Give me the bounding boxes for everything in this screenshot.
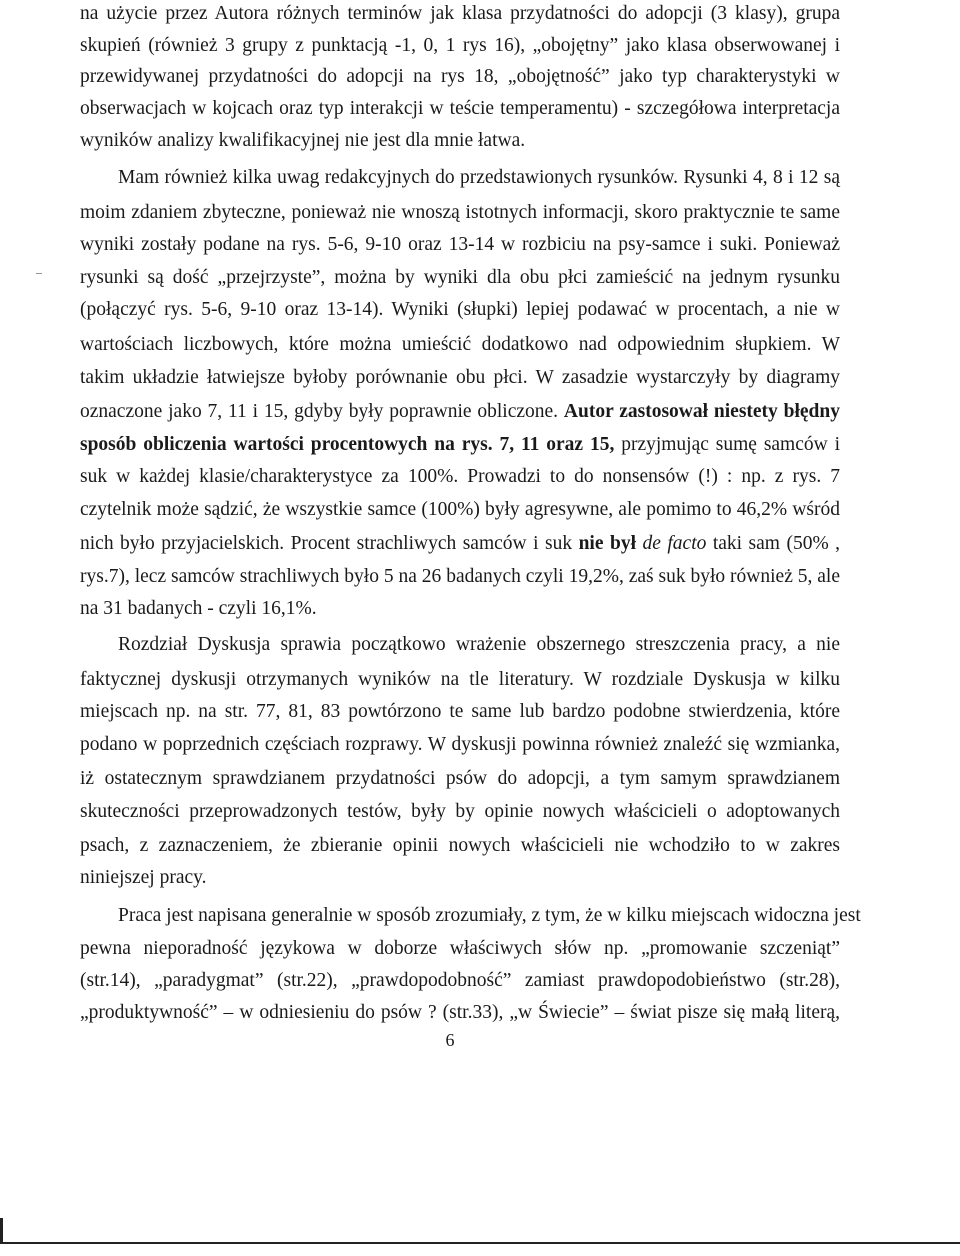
- scan-edge-left: [0, 1218, 3, 1244]
- text-line: faktycznej dyskusji otrzymanych wyników na tle literatury. W rozdziale Dyskusja w kilku: [80, 669, 840, 690]
- text-line: iż ostatecznym sprawdzianem przydatności psów do adopcji, a tym samym sprawdzianem: [80, 768, 840, 789]
- text-line: suk w każdej klasie/charakterystyce za 100%. Prowadzi to do nonsensów (!) : np. z rys. 7: [80, 466, 840, 487]
- text-line: niniejszej pracy.: [80, 867, 207, 888]
- text-line: na 31 badanych - czyli 16,1%.: [80, 598, 317, 619]
- bold-text-segment: nie był: [578, 533, 636, 554]
- text-segment: oznaczone jako 7, 11 i 15, gdyby były poprawnie obliczone.: [80, 401, 559, 422]
- paragraph-first-line: Praca jest napisana generalnie w sposób zrozumiały, z tym, że w kilku miejscach widoczna jest: [118, 905, 861, 926]
- text-line: (połączyć rys. 5-6, 9-10 oraz 13-14). Wyniki (słupki) lepiej podawać w procentach, a nie w: [80, 299, 840, 320]
- text-line: wyników analizy kwalifikacyjnej nie jest dla mnie łatwa.: [80, 130, 526, 151]
- text-segment: nich było przyjacielskich. Procent strachliwych samców i suk: [80, 533, 573, 554]
- paragraph-first-line: Rozdział Dyskusja sprawia początkowo wrażenie obszernego streszczenia pracy, a nie: [118, 634, 840, 655]
- bold-text-segment: sposób obliczenia wartości procentowych na rys. 7, 11 oraz 15,: [80, 434, 615, 455]
- text-line: rysunki są dość „przejrzyste”, można by wyniki dla obu płci zamieścić na jednym rysunku: [80, 267, 840, 288]
- text-line: skupień (również 3 grupy z punktacją -1, 0, 1 rys 16), „obojętny” jako klasa obserwowanej i: [80, 35, 840, 56]
- scan-edge-bottom: [0, 1242, 960, 1244]
- margin-mark: [36, 273, 42, 274]
- bold-text-segment: Autor zastosował niestety błędny: [563, 401, 840, 422]
- text-line-with-emphasis: [80, 532, 840, 556]
- text-line-with-bold: [80, 400, 840, 424]
- text-line: wyniki zostały podane na rys. 5-6, 9-10 oraz 13-14 w rozbiciu na psy-samce i suki. Ponieważ: [80, 234, 840, 255]
- text-line: przewidywanej przydatności do adopcji na rys 18, „obojętność” jako typ charakterystyki w: [80, 66, 840, 87]
- italic-text-segment: de facto: [642, 533, 707, 554]
- paragraph-first-line: Mam również kilka uwag redakcyjnych do przedstawionych rysunków. Rysunki 4, 8 i 12 są: [118, 167, 840, 188]
- text-segment: przyjmując sumę samców i: [621, 434, 840, 455]
- text-line: moim zdaniem zbyteczne, ponieważ nie wnoszą istotnych informacji, skoro praktycznie te same: [80, 202, 840, 223]
- text-line: pewna nieporadność językowa w doborze właściwych słów np. „promowanie szczeniąt”: [80, 938, 840, 959]
- text-line: rys.7), lecz samców strachliwych było 5 na 26 badanych czyli 19,2%, zaś suk było również 5, ale: [80, 566, 840, 587]
- text-line: czytelnik może sądzić, że wszystkie samce (100%) były agresywne, ale pomimo to 46,2% wśród: [80, 499, 840, 520]
- text-line: „produktywność” – w odniesieniu do psów ? (str.33), „w Świecie” – świat pisze się małą literą,: [80, 1002, 840, 1023]
- text-line: skuteczności przeprowadzonych testów, były by opinie nowych właścicieli o adoptowanych: [80, 801, 840, 822]
- text-line: podano w poprzednich częściach rozprawy. W dyskusji powinna również znaleźć się wzmianka,: [80, 734, 840, 755]
- text-line: obserwacjach w kojcach oraz typ interakcji w teście temperamentu) - szczegółowa interpretacja: [80, 98, 840, 119]
- text-line: na użycie przez Autora różnych terminów jak klasa przydatności do adopcji (3 klasy), grupa: [80, 3, 840, 24]
- text-line: wartościach liczbowych, które można umieścić dodatkowo nad odpowiednim słupkiem. W: [80, 334, 840, 355]
- text-line: psach, z zaznaczeniem, że zbieranie opinii nowych właścicieli nie wchodziło to w zakres: [80, 835, 840, 856]
- text-line: (str.14), „paradygmat” (str.22), „prawdopodobność” zamiast prawdopodobieństwo (str.28),: [80, 970, 840, 991]
- text-segment: taki sam (50% ,: [712, 533, 841, 554]
- text-line: takim układzie łatwiejsze byłoby porównanie obu płci. W zasadzie wystarczyły by diagramy: [80, 367, 840, 388]
- page-number: 6: [445, 1030, 455, 1050]
- text-line-with-bold: [80, 433, 840, 457]
- text-line: miejscach np. na str. 77, 81, 83 powtórzono te same lub bardzo podobne stwierdzenia, które: [80, 701, 840, 722]
